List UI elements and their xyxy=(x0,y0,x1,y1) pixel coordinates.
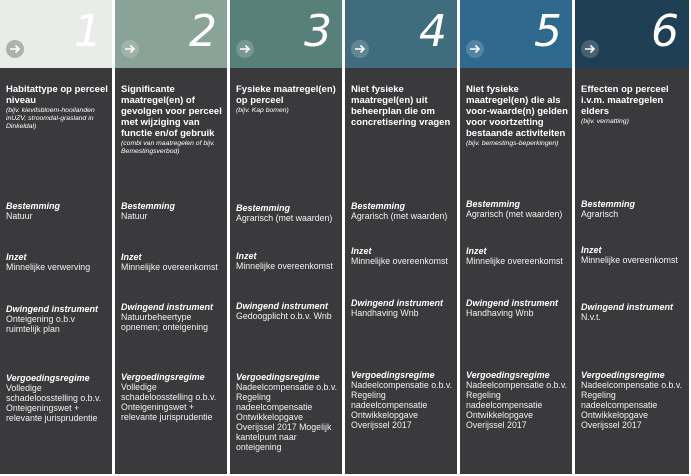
bestemming-block xyxy=(581,199,685,219)
inzet-value: Minnelijke overeenkomst xyxy=(351,256,448,266)
vergoeding-block xyxy=(466,370,570,430)
inzet-block xyxy=(6,252,110,272)
vergoeding-label: Vergoedingsregime xyxy=(581,370,665,380)
bestemming-label: Bestemming xyxy=(351,201,406,211)
dwingend-block xyxy=(351,298,455,318)
column-3 xyxy=(230,0,342,474)
inzet-label: Inzet xyxy=(581,245,602,255)
column-5-header xyxy=(460,0,572,68)
vergoeding-label: Vergoedingsregime xyxy=(236,372,320,382)
step-number: 3 xyxy=(304,6,332,57)
vergoeding-value: Nadeelcompensatie o.b.v. Regeling nadeelcompensatie Ontwikkelopgave Overijssel 2017 xyxy=(351,380,453,430)
arrow-right-icon[interactable] xyxy=(236,40,254,58)
column-title-text: Effecten op perceel i.v.m. maatregelen elders xyxy=(581,84,669,117)
column-3-header xyxy=(230,0,342,68)
bestemming-value: Agrarisch xyxy=(581,209,619,219)
inzet-label: Inzet xyxy=(121,252,142,262)
step-number: 2 xyxy=(189,6,217,57)
arrow-right-icon[interactable] xyxy=(581,40,599,58)
arrow-right-icon[interactable] xyxy=(351,40,369,58)
column-subtitle: (bijv. vernatting) xyxy=(581,118,629,125)
bestemming-block xyxy=(351,201,455,221)
vergoeding-value: Nadeelcompensatie o.b.v. Regeling nadeelcompensatie Ontwikkelopgave Overijssel 2017 xyxy=(581,380,683,430)
column-2 xyxy=(115,0,227,474)
column-title-text: Niet fysieke maatregel(en) die als voor-waarde(n) gelden voor voortzetting bestaande activiteiten xyxy=(466,84,568,139)
dwingend-label: Dwingend instrument xyxy=(121,302,213,312)
arrow-right-icon[interactable] xyxy=(121,40,139,58)
inzet-value: Minnelijke overeenkomst xyxy=(581,255,678,265)
bestemming-value: Agrarisch (met waarden) xyxy=(351,211,448,221)
dwingend-label: Dwingend instrument xyxy=(236,301,328,311)
bestemming-block xyxy=(236,203,340,223)
vergoeding-label: Vergoedingsregime xyxy=(6,373,90,383)
inzet-block xyxy=(236,251,340,271)
bestemming-block xyxy=(121,201,225,221)
inzet-block xyxy=(121,252,225,272)
inzet-value: Minnelijke overeenkomst xyxy=(236,261,333,271)
bestemming-value: Agrarisch (met waarden) xyxy=(236,213,333,223)
column-title-text: Habitattype op perceel niveau xyxy=(6,84,108,106)
dwingend-label: Dwingend instrument xyxy=(581,302,673,312)
vergoeding-label: Vergoedingsregime xyxy=(466,370,550,380)
column-title xyxy=(351,84,453,129)
bestemming-label: Bestemming xyxy=(581,199,636,209)
vergoeding-label: Vergoedingsregime xyxy=(351,370,435,380)
column-1-header xyxy=(0,0,112,68)
inzet-label: Inzet xyxy=(236,251,257,261)
column-6 xyxy=(575,0,689,474)
column-1 xyxy=(0,0,112,474)
dwingend-block xyxy=(581,302,685,322)
dwingend-value: N.v.t. xyxy=(581,312,601,322)
vergoeding-block xyxy=(581,370,685,430)
column-subtitle: (bijv. kievitsbloem-hooilanden inUZV, stroomdal-grasland in Dinkeldal) xyxy=(6,107,95,130)
inzet-block xyxy=(581,245,685,265)
column-5 xyxy=(460,0,572,474)
bestemming-value: Natuur xyxy=(121,211,148,221)
inzet-block xyxy=(466,246,570,266)
dwingend-value: Onteigening o.b.v ruimtelijk plan xyxy=(6,314,75,334)
vergoeding-value: Nadeelcompensatie o.b.v. Regeling nadeelcompensatie Ontwikkelopgave Overijssel 2017 xyxy=(466,380,568,430)
column-title xyxy=(466,84,568,148)
bestemming-label: Bestemming xyxy=(6,201,61,211)
column-6-header xyxy=(575,0,689,68)
arrow-right-icon[interactable] xyxy=(466,40,484,58)
vergoeding-label: Vergoedingsregime xyxy=(121,372,205,382)
dwingend-label: Dwingend instrument xyxy=(351,298,443,308)
inzet-block xyxy=(351,246,455,266)
column-title xyxy=(6,84,108,131)
vergoeding-block xyxy=(121,372,225,422)
dwingend-value: Natuurbeheertype opnemen; onteigening xyxy=(121,312,209,332)
column-title xyxy=(581,84,683,126)
step-number: 6 xyxy=(651,6,679,57)
dwingend-value: Handhaving Wnb xyxy=(351,308,419,318)
dwingend-block xyxy=(121,302,225,332)
dwingend-block xyxy=(466,298,570,318)
bestemming-block xyxy=(6,201,110,221)
vergoeding-value: Volledige schadeloosstelling o.b.v. Onteigeningswet + relevante jurisprudentie xyxy=(121,382,217,422)
dwingend-block xyxy=(236,301,340,321)
dwingend-value: Handhaving Wnb xyxy=(466,308,534,318)
column-subtitle: (bijv. bemestings-beperkingen) xyxy=(466,140,559,147)
vergoeding-block xyxy=(236,372,340,452)
column-subtitle: (bijv. Kap bomen) xyxy=(236,107,289,114)
bestemming-label: Bestemming xyxy=(121,201,176,211)
column-title xyxy=(121,84,223,156)
arrow-right-icon[interactable] xyxy=(6,40,24,58)
column-subtitle: (combi van maatregelen of bijv. Bemestingsverbod) xyxy=(121,140,215,155)
column-4 xyxy=(345,0,457,474)
bestemming-block xyxy=(466,199,570,219)
vergoeding-value: Volledige schadeloosstelling o.b.v. Onteigeningswet + relevante jurisprudentie xyxy=(6,383,102,423)
dwingend-block xyxy=(6,304,110,334)
column-2-header xyxy=(115,0,227,68)
inzet-value: Minnelijke overeenkomst xyxy=(466,256,563,266)
step-number: 4 xyxy=(419,6,447,57)
column-title xyxy=(236,84,338,115)
inzet-label: Inzet xyxy=(351,246,372,256)
inzet-label: Inzet xyxy=(466,246,487,256)
step-number: 5 xyxy=(534,6,562,57)
bestemming-value: Agrarisch (met waarden) xyxy=(466,209,563,219)
bestemming-label: Bestemming xyxy=(466,199,521,209)
vergoeding-block xyxy=(6,373,110,423)
column-title-text: Significante maatregel(en) of gevolgen voor perceel met wijziging van functie en/of gebruik xyxy=(121,84,222,139)
bestemming-value: Natuur xyxy=(6,211,33,221)
column-title-text: Niet fysieke maatregel(en) uit beheerplan die om concretisering vragen xyxy=(351,84,451,128)
dwingend-value: Gedoogplicht o.b.v. Wnb xyxy=(236,311,332,321)
inzet-value: Minnelijke overeenkomst xyxy=(121,262,218,272)
dwingend-label: Dwingend instrument xyxy=(6,304,98,314)
vergoeding-block xyxy=(351,370,455,430)
dwingend-label: Dwingend instrument xyxy=(466,298,558,308)
step-number: 1 xyxy=(74,6,102,57)
bestemming-label: Bestemming xyxy=(236,203,291,213)
vergoeding-value: Nadeelcompensatie o.b.v. Regeling nadeelcompensatie Ontwikkelopgave Overijssel 2017 Mogelijk kantelpunt naar onteigening xyxy=(236,382,338,452)
column-4-header xyxy=(345,0,457,68)
column-title-text: Fysieke maatregel(en) op perceel xyxy=(236,84,336,106)
inzet-label: Inzet xyxy=(6,252,27,262)
inzet-value: Minnelijke verwerving xyxy=(6,262,91,272)
